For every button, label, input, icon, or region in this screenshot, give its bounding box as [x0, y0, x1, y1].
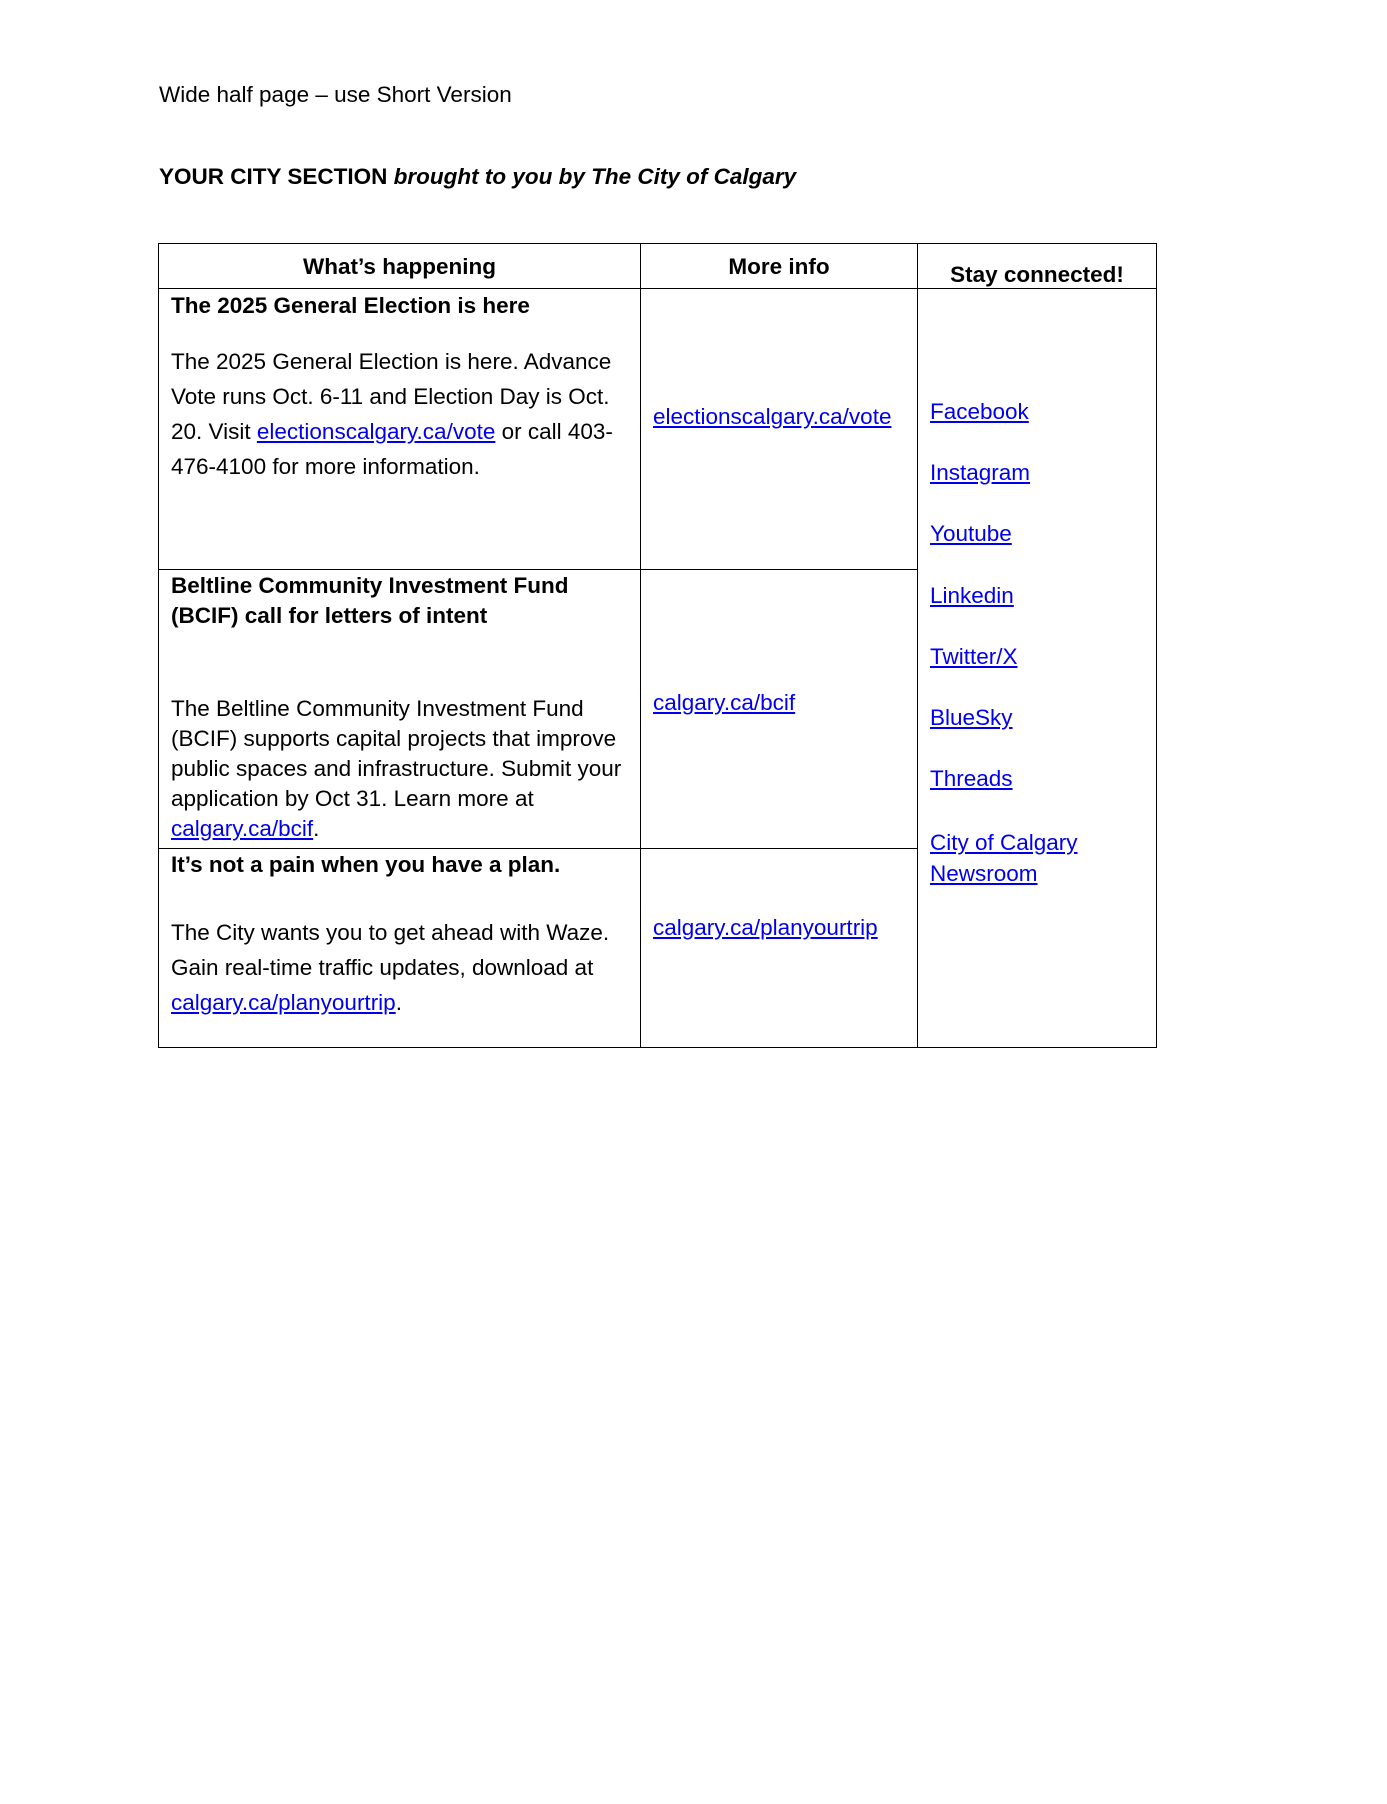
more-info-link[interactable]: calgary.ca/bcif — [653, 690, 796, 715]
row-title: It’s not a pain when you have a plan. — [171, 852, 561, 877]
section-title-bold: YOUR CITY SECTION — [159, 164, 388, 189]
twitter-x-link[interactable]: Twitter/X — [930, 644, 1018, 669]
more-info-link[interactable]: calgary.ca/planyourtrip — [653, 915, 878, 940]
section-title — [159, 164, 796, 190]
city-section-table — [158, 243, 1157, 1048]
inline-link[interactable]: electionscalgary.ca/vote — [256, 419, 496, 444]
row-title: Beltline Community Investment Fund (BCIF) call for letters of intent — [171, 573, 569, 628]
row-body: The 2025 General Election is here. Advance Vote runs Oct. 6-11 and Election Day is Oct. 20. Visit electionscalgary.ca/vote or call 403-476-4100 for more information. — [171, 349, 613, 479]
row-election-description — [159, 289, 641, 570]
inline-link[interactable]: calgary.ca/planyourtrip — [171, 990, 396, 1015]
instagram-link[interactable]: Instagram — [930, 460, 1031, 485]
newsroom-link[interactable]: City of Calgary Newsroom — [930, 830, 1078, 886]
row-title: The 2025 General Election is here — [171, 293, 530, 318]
inline-link[interactable]: calgary.ca/bcif — [171, 816, 314, 841]
header-whats-happening: What’s happening — [159, 244, 641, 289]
table-row — [159, 289, 1157, 570]
more-info-link[interactable]: electionscalgary.ca/vote — [653, 404, 892, 429]
header-stay-connected: Stay connected! — [918, 244, 1157, 289]
layout-note: Wide half page – use Short Version — [159, 82, 512, 107]
social-links-cell — [918, 289, 1157, 1048]
row-election-more-info — [641, 289, 918, 570]
row-bcif-more-info — [641, 570, 918, 849]
header-more-info: More info — [641, 244, 918, 289]
facebook-link[interactable]: Facebook — [930, 399, 1029, 424]
row-body: The Beltline Community Investment Fund (BCIF) supports capital projects that improve public spaces and infrastructure. Submit your application by Oct 31. Learn more at calgary.ca/bcif. — [171, 696, 622, 841]
linkedin-link[interactable]: Linkedin — [930, 583, 1014, 608]
section-title-italic: brought to you by The City of Calgary — [393, 164, 797, 189]
row-body: The City wants you to get ahead with Waze. Gain real-time traffic updates, download at calgary.ca/planyourtrip. — [171, 920, 610, 1015]
row-bcif-description — [159, 570, 641, 849]
table-header-row — [159, 244, 1157, 289]
row-waze-more-info — [641, 849, 918, 1048]
threads-link[interactable]: Threads — [930, 766, 1013, 791]
row-waze-description — [159, 849, 641, 1048]
bluesky-link[interactable]: BlueSky — [930, 705, 1013, 730]
youtube-link[interactable]: Youtube — [930, 521, 1012, 546]
